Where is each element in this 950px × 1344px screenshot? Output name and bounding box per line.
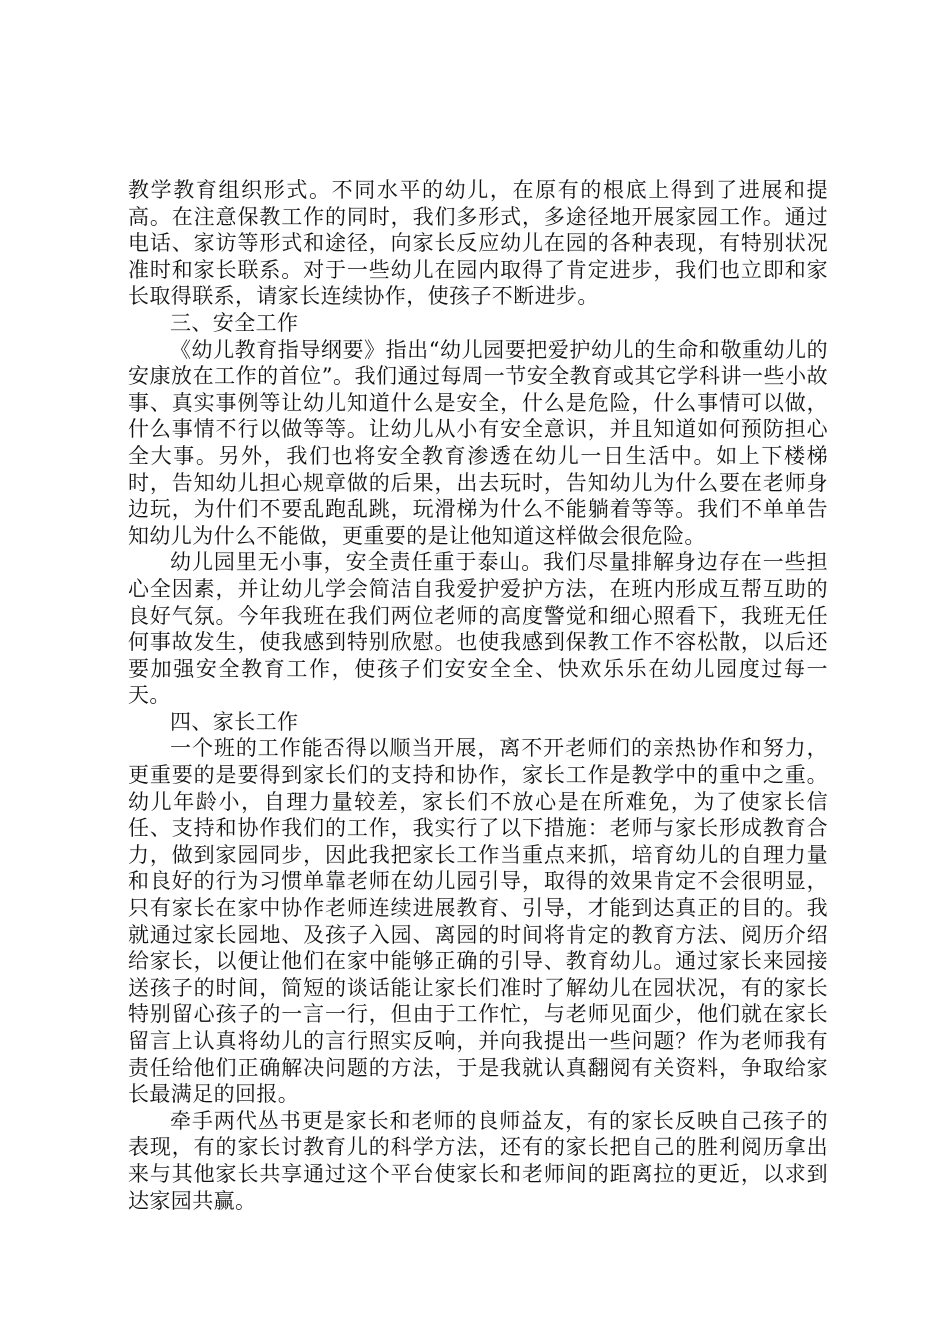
paragraph-home-school-cooperation: 教学教育组织形式。不同水平的幼儿，在原有的根底上得到了进展和提高。在注意保教工作的同时，我们多形式，多途径地开展家园工作。通过电话、家访等形式和途径，向家长反应幼儿在园的各种表现，有特别状况准时和家长联系。对于一些幼儿在园内取得了肯定进步，我们也立即和家长取得联系，请家长连续协作，使孩子不断进步。: [128, 178, 828, 309]
section-heading-parent-work: 四、家长工作: [170, 709, 299, 734]
paragraph-parent-books: 牵手两代丛书更是家长和老师的良师益友，有的家长反映自己孩子的表现，有的家长讨教育儿的科学方法，还有的家长把自己的胜利阅历拿出来与其他家长共享通过这个平台使家长和老师间的距离拉的更近，以求到达家园共赢。: [128, 1108, 828, 1213]
paragraph-parent-cooperation: 一个班的工作能否得以顺当开展，离不开老师们的亲热协作和努力，更重要的是要得到家长们的支持和协作，家长工作是教学中的重中之重。幼儿年龄小，自理力量较差，家长们不放心是在所难免，为了使家长信任、支持和协作我们的工作，我实行了以下措施：老师与家长形成教育合力，做到家园同步，因此我把家长工作当重点来抓，培育幼儿的自理力量和良好的行为习惯单靠老师在幼儿园引导，取得的效果肯定不会很明显，只有家长在家中协作老师连续进展教育、引导，才能到达真正的目的。我就通过家长园地、及孩子入园、离园的时间将肯定的教育方法、阅历介绍给家长，以便让他们在家中能够正确的引导、教育幼儿。通过家长来园接送孩子的时间，简短的谈话能让家长们准时了解幼儿在园状况，有的家长特别留心孩子的一言一行，但由于工作忙，与老师见面少，他们就在家长留言上认真将幼儿的言行照实反响，并向我提出一些问题？作为老师我有责任给他们正确解决问题的方法，于是我就认真翻阅有关资料，争取给家长最满足的回报。: [128, 736, 828, 1107]
section-heading-safety-work: 三、安全工作: [170, 310, 299, 335]
paragraph-safety-responsibility: 幼儿园里无小事，安全责任重于泰山。我们尽量排解身边存在一些担心全因素，并让幼儿学会简洁自我爱护爱护方法，在班内形成互帮互助的良好气氛。今年我班在我们两位老师的高度警觉和细心照看下，我班无任何事故发生，使我感到特别欣慰。也使我感到保教工作不容松散，以后还要加强安全教育工作，使孩子们安安全全、快欢乐乐在幼儿园度过每一天。: [128, 550, 828, 708]
paragraph-safety-guidelines: 《幼儿教育指导纲要》指出“幼儿园要把爱护幼儿的生命和敬重幼儿的安康放在工作的首位”。我们通过每周一节安全教育或其它学科讲一些小故事、真实事例等让幼儿知道什么是安全，什么是危险，什么事情可以做，什么事情不行以做等等。让幼儿从小有安全意识，并且知道如何预防担心全大事。另外，我们也将安全教育渗透在幼儿一日生活中。如上下楼梯时，告知幼儿担心规章做的后果，出去玩时，告知幼儿为什么要在老师身边玩，为什们不要乱跑乱跳，玩滑梯为什么不能躺着等等。我们不单单告知幼儿为什么不能做，更重要的是让他知道这样做会很危险。: [128, 337, 828, 548]
document-page: [128, 177, 828, 1214]
